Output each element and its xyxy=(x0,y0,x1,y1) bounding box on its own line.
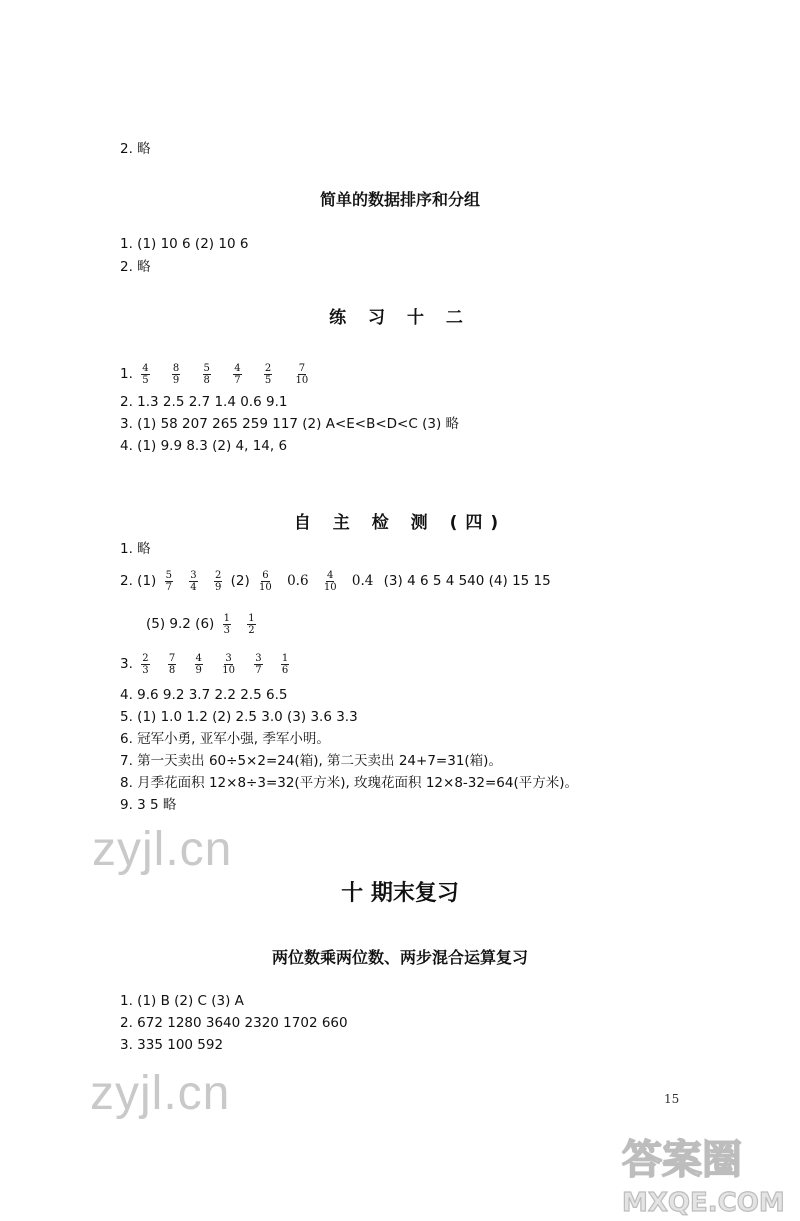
fraction: $\frac{5}{8}$ xyxy=(203,362,210,386)
logo-text-bottom: MXQE.COM xyxy=(622,1188,785,1217)
answer-number: 1. xyxy=(120,366,133,382)
answer-line: 3. (1) 58 207 265 259 117 (2) A<E<B<D<C (3) 略 xyxy=(120,416,460,432)
logo-graphic xyxy=(600,1125,800,1217)
answer-line: 2. 略 xyxy=(120,259,151,275)
page-number: 15 xyxy=(664,1092,680,1106)
chapter-title: 十 期末复习 xyxy=(341,881,459,906)
answer-line: 5. (1) 1.0 1.2 (2) 2.5 3.0 (3) 3.6 3.3 xyxy=(120,709,358,725)
fraction: $\frac{2}{3}$ xyxy=(142,652,149,676)
logo-text-top: 答案圈 xyxy=(622,1137,742,1183)
answer-line: 9. 3 5 略 xyxy=(120,797,177,813)
fraction: $\frac{1}{3}$ xyxy=(223,612,230,636)
site-logo xyxy=(600,1125,800,1217)
answer-line: 1. (1) B (2) C (3) A xyxy=(120,993,244,1009)
answer-line: 3. 335 100 592 xyxy=(120,1037,224,1053)
answer-number: 2. (1) xyxy=(120,573,157,589)
answer-line: 2. 略 xyxy=(120,141,151,157)
fraction: $\frac{7}{8}$ xyxy=(168,652,176,676)
answer-line-fractions xyxy=(120,650,293,678)
fraction: $\frac{4}{5}$ xyxy=(142,362,149,386)
section-title: 练 习 十 二 xyxy=(329,308,471,328)
answer-line: 4. 9.6 9.2 3.7 2.2 2.5 6.5 xyxy=(120,687,288,703)
fraction: $\frac{3}{4}$ xyxy=(190,569,197,593)
fraction: $\frac{3}{10}$ xyxy=(222,652,235,676)
section-title: 简单的数据排序和分组 xyxy=(319,190,480,209)
answer-line: 1. (1) 10 6 (2) 10 6 xyxy=(120,236,249,252)
answer-line: 4. (1) 9.9 8.3 (2) 4, 14, 6 xyxy=(120,438,288,454)
answer-line-fractions xyxy=(120,360,313,388)
sub-question: (2) xyxy=(230,573,250,589)
answer-line-fractions xyxy=(146,610,260,638)
answer-line: 2. 672 1280 3640 2320 1702 660 xyxy=(120,1015,348,1031)
answer-line: 8. 月季花面积 12×8÷3=32(平方米), 玫瑰花面积 12×8-32=64(平方米)。 xyxy=(120,775,578,791)
fraction: $\frac{6}{10}$ xyxy=(259,569,272,593)
section-title: 两位数乘两位数、两步混合运算复习 xyxy=(271,948,528,967)
fraction: $\frac{8}{9}$ xyxy=(172,362,180,386)
answer-line: 6. 冠军小勇, 亚军小强, 季军小明。 xyxy=(120,731,330,747)
fraction: $\frac{4}{7}$ xyxy=(234,362,241,386)
answer-number: 3. xyxy=(120,656,133,672)
fraction: $\frac{5}{7}$ xyxy=(165,569,172,593)
decimal-value: 0.6 xyxy=(287,573,309,589)
answer-line-fractions xyxy=(120,567,551,595)
fraction: $\frac{1}{6}$ xyxy=(281,652,289,676)
answer-line: 7. 第一天卖出 60÷5×2=24(箱), 第二天卖出 24+7=31(箱)。 xyxy=(120,753,502,769)
fraction: $\frac{7}{10}$ xyxy=(295,362,309,386)
sub-question: (5) 9.2 (6) xyxy=(146,616,215,632)
fraction: $\frac{1}{2}$ xyxy=(248,612,255,636)
answer-text: (3) 4 6 5 4 540 (4) 15 15 xyxy=(383,573,551,589)
answer-line: 2. 1.3 2.5 2.7 1.4 0.6 9.1 xyxy=(120,394,288,410)
fraction: $\frac{2}{9}$ xyxy=(214,569,222,593)
fraction: $\frac{4}{10}$ xyxy=(323,569,337,593)
fraction: $\frac{4}{9}$ xyxy=(195,652,202,676)
watermark: zyjl.cn xyxy=(92,823,233,876)
decimal-value: 0.4 xyxy=(351,573,374,589)
fraction: $\frac{3}{7}$ xyxy=(255,652,262,676)
fraction: $\frac{2}{5}$ xyxy=(264,362,272,386)
section-title: 自 主 检 测 (四) xyxy=(293,513,507,533)
answer-line: 1. 略 xyxy=(120,541,151,557)
watermark: zyjl.cn xyxy=(90,1067,231,1120)
